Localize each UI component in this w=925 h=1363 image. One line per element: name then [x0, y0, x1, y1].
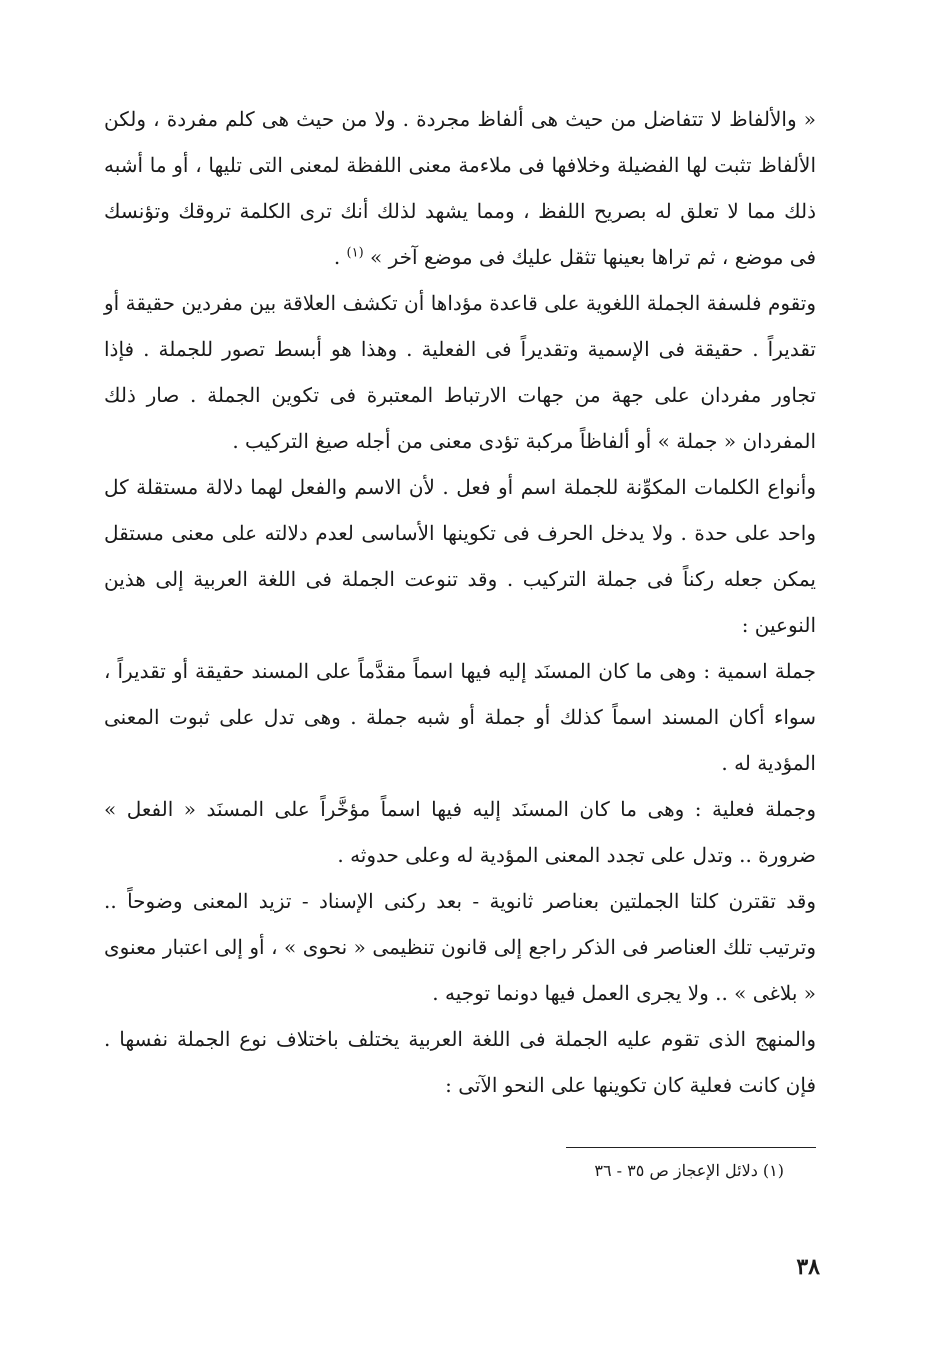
paragraph-quote	[104, 96, 816, 280]
paragraph-nominal-sentence: جملة اسمية : وهى ما كان المسنَد إليه فيها اسماً مقدَّماً على المسند حقيقة أو تقديراً ، سواء أكان المسند اسماً كذلك أو جملة أو شبه جملة . وهى تدل على ثبوت المعنى المؤدية له .	[104, 659, 816, 775]
paragraph-quote-text: « والألفاظ لا تتفاضل من حيث هى ألفاظ مجردة . ولا من حيث هى كلم مفردة ، ولكن الألفاظ تثبت لها الفضيلة وخلافها فى ملاءمة معنى اللفظة لمعنى التى تليها ، أو ما أشبه ذلك مما لا تعلق له بصريح اللفظ ، ومما يشهد لذلك أنك ترى الكلمة تروقك وتؤنسك فى موضع ، ثم تراها بعينها تثقل عليك فى موضع آخر »	[104, 107, 817, 269]
paragraph-word-types: وأنواع الكلمات المكوِّنة للجملة اسم أو فعل . لأن الاسم والفعل لهما دلالة مستقلة كل واحد على حدة . ولا يدخل الحرف فى تكوينها الأساسى لعدم دلالته على معنى مستقل يمكن جعله ركناً فى جملة التركيب . وقد تنوعت الجملة فى اللغة العربية إلى هذين النوعين :	[104, 475, 816, 637]
footnote: (١) دلائل الإعجاز ص ٣٥ - ٣٦	[594, 1161, 784, 1180]
paragraph-verbal-sentence: وجملة فعلية : وهى ما كان المسنَد إليه فيها اسماً مؤخَّراً على المسنَد « الفعل » ضرورة .. وتدل على تجدد المعنى المؤدية له وعلى حدوثه .	[104, 797, 816, 867]
paragraph-method: والمنهج الذى تقوم عليه الجملة فى اللغة العربية يختلف باختلاف نوع الجملة نفسها . فإن كانت فعلية كان تكوينها على النحو الآتى :	[104, 1027, 816, 1097]
footnote-reference: (١)	[346, 245, 364, 261]
footnote-divider	[566, 1147, 816, 1148]
paragraph-sentence-philosophy: وتقوم فلسفة الجملة اللغوية على قاعدة مؤداها أن تكشف العلاقة بين مفردين حقيقة أو تقديراً . حقيقة فى الإسمية وتقديراً فى الفعلية . وهذا هو أبسط تصور للجملة . فإذا تجاور مفردان على جهة من جهات الارتباط المعتبرة فى تكوين الجملة . صار ذلك المفردان « جملة » أو ألفاظاً مركبة تؤدى معنى من أجله صيغ التركيب .	[104, 291, 816, 453]
paragraph-quote-tail: .	[333, 245, 347, 269]
page-number: ٣٨	[796, 1254, 820, 1280]
paragraph-secondary-elements: وقد تقترن كلتا الجملتين بعناصر ثانوية - بعد ركنى الإسناد - تزيد المعنى وضوحاً .. وترتيب تلك العناصر فى الذكر راجع إلى قانون تنظيمى « نحوى » ، أو إلى اعتبار معنوى « بلاغى » .. ولا يجرى العمل فيها دونما توجيه .	[104, 889, 816, 1005]
body-text	[104, 96, 816, 1108]
